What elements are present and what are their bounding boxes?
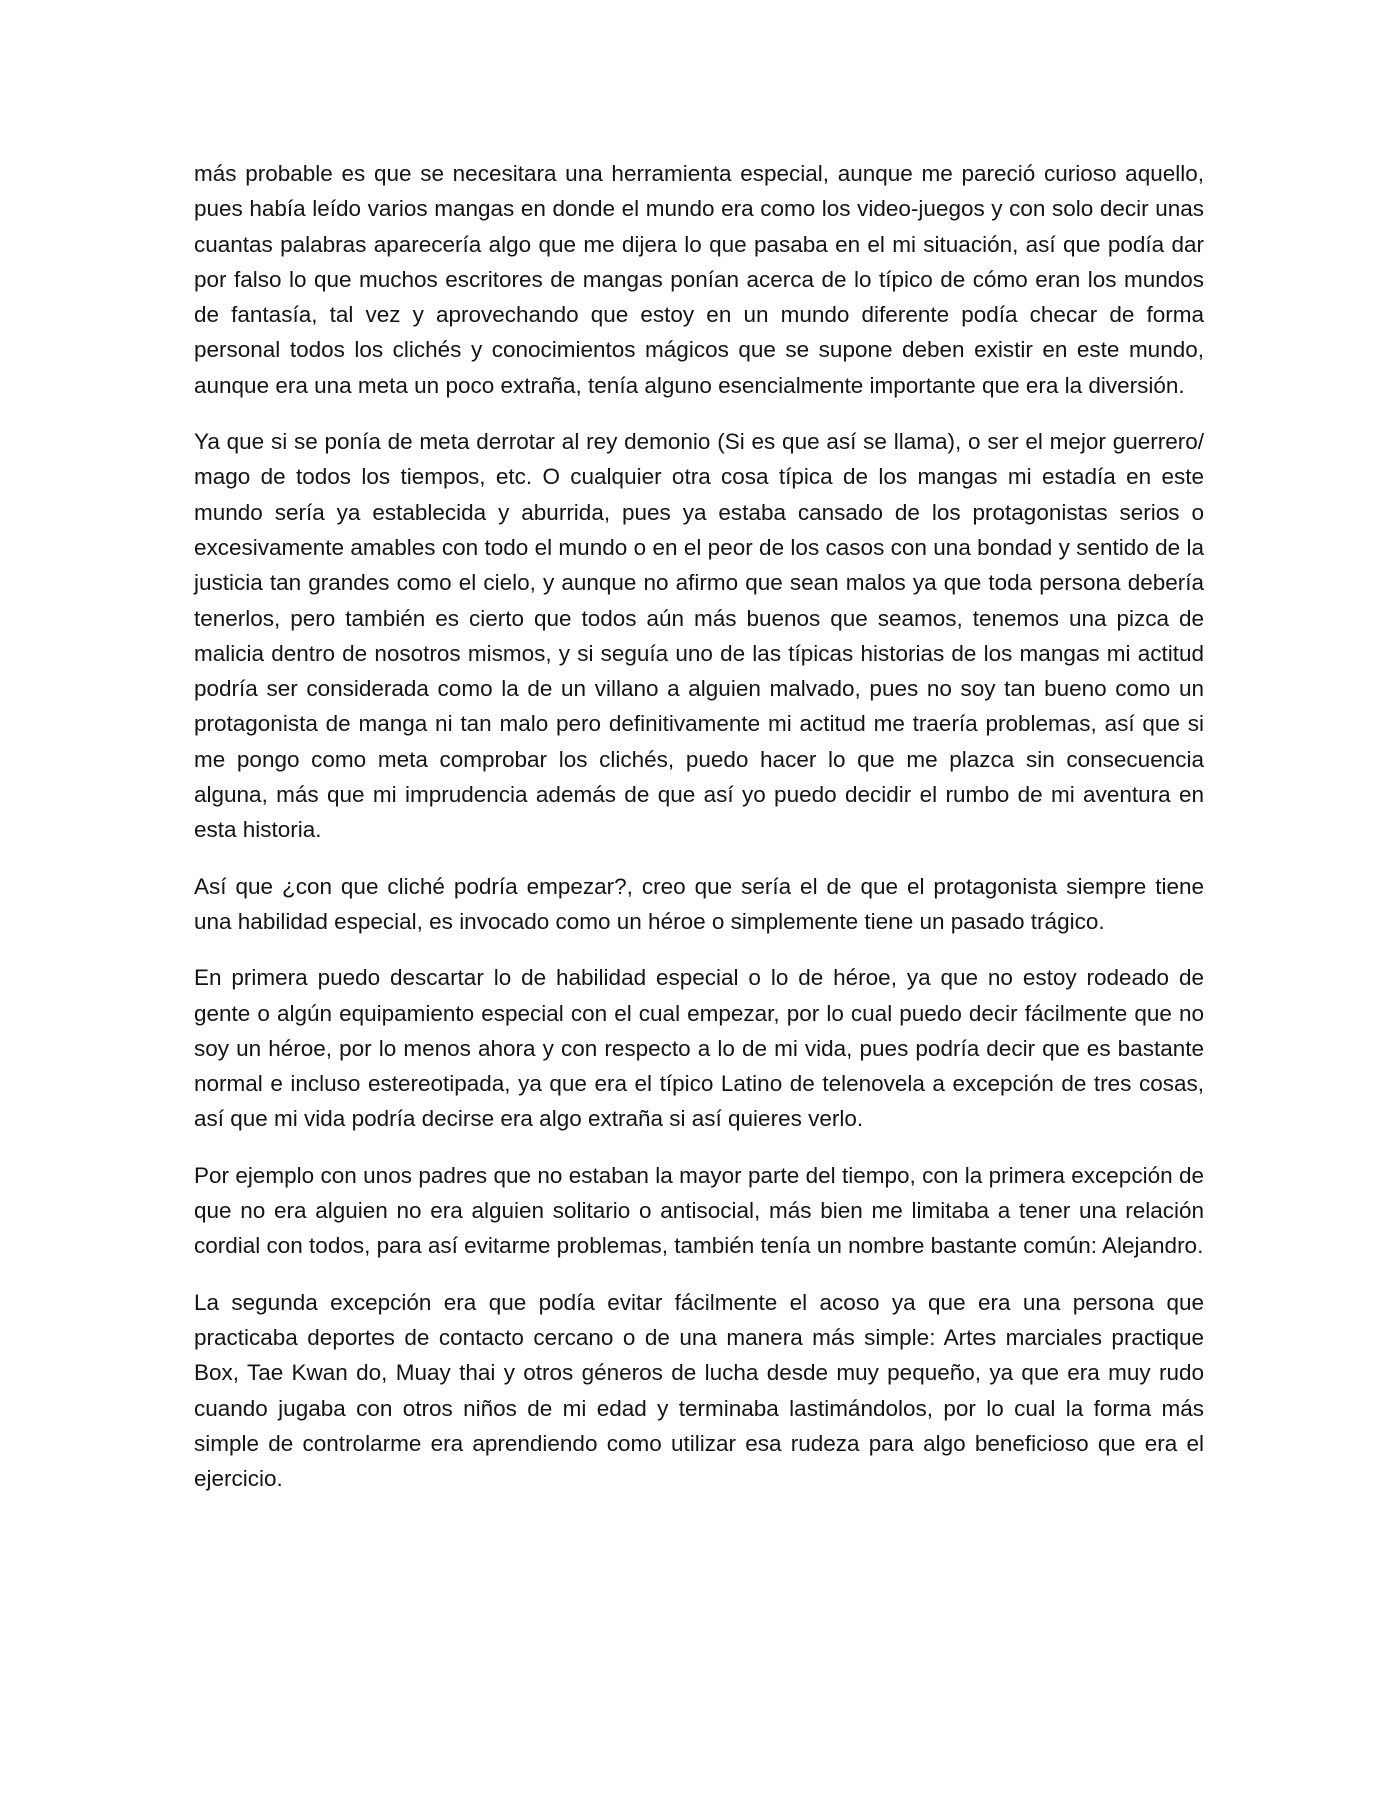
paragraph-2: Ya que si se ponía de meta derrotar al rey demonio (Si es que así se llama), o ser el mejor guerrero/ mago de todos los tiempos, etc. O cualquier otra cosa típica de los mangas mi estadía en este mundo sería ya establecida y aburrida, pues ya estaba cansado de los protagonistas serios o excesivamente amables con todo el mundo o en el peor de los casos con una bondad y sentido de la justicia tan grandes como el cielo, y aunque no afirmo que sean malos ya que toda persona debería tenerlos, pero también es cierto que todos aún más buenos que seamos, tenemos una pizca de malicia dentro de nosotros mismos, y si seguía uno de las típicas historias de los mangas mi actitud podría ser considerada como la de un villano a alguien malvado, pues no soy tan bueno como un protagonista de manga ni tan malo pero definitivamente mi actitud me traería problemas, así que si me pongo como meta comprobar los clichés, puedo hacer lo que me plazca sin consecuencia alguna, más que mi imprudencia además de que así yo puedo decidir el rumbo de mi aventura en esta historia. (194, 429, 1204, 843)
paragraph-6: La segunda excepción era que podía evitar fácilmente el acoso ya que era una persona que practicaba deportes de contacto cercano o de una manera más simple: Artes marciales practique Box, Tae Kwan do, Muay thai y otros géneros de lucha desde muy pequeño, ya que era muy rudo cuando jugaba con otros niños de mi edad y terminaba lastimándolos, por lo cual la forma más simple de controlarme era aprendiendo como utilizar esa rudeza para algo beneficioso que era el ejercicio. (194, 1289, 1204, 1492)
paragraph-1: más probable es que se necesitara una herramienta especial, aunque me pareció curioso aquello, pues había leído varios mangas en donde el mundo era como los video-juegos y con solo decir unas cuantas palabras aparecería algo que me dijera lo que pasaba en el mi situación, así que podía dar por falso lo que muchos escritores de mangas ponían acerca de lo típico de cómo eran los mundos de fantasía, tal vez y aprovechando que estoy en un mundo diferente podía checar de forma personal todos los clichés y conocimientos mágicos que se supone deben existir en este mundo, aunque era una meta un poco extraña, tenía alguno esencialmente importante que era la diversión. (194, 161, 1204, 398)
paragraph-5: Por ejemplo con unos padres que no estaban la mayor parte del tiempo, con la primera excepción de que no era alguien no era alguien solitario o antisocial, más bien me limitaba a tener una relación cordial con todos, para así evitarme problemas, también tenía un nombre bastante común: Alejandro. (194, 1162, 1204, 1259)
paragraph-4: En primera puedo descartar lo de habilidad especial o lo de héroe, ya que no estoy rodeado de gente o algún equipamiento especial con el cual empezar, por lo cual puedo decir fácilmente que no soy un héroe, por lo menos ahora y con respecto a lo de mi vida, pues podría decir que es bastante normal e incluso estereotipada, ya que era el típico Latino de telenovela a excepción de tres cosas, así que mi vida podría decirse era algo extraña si así quieres verlo. (194, 965, 1204, 1132)
body-text (194, 156, 1204, 1517)
paragraph-3: Así que ¿con que cliché podría empezar?, creo que sería el de que el protagonista siempre tiene una habilidad especial, es invocado como un héroe o simplemente tiene un pasado trágico. (194, 873, 1204, 934)
